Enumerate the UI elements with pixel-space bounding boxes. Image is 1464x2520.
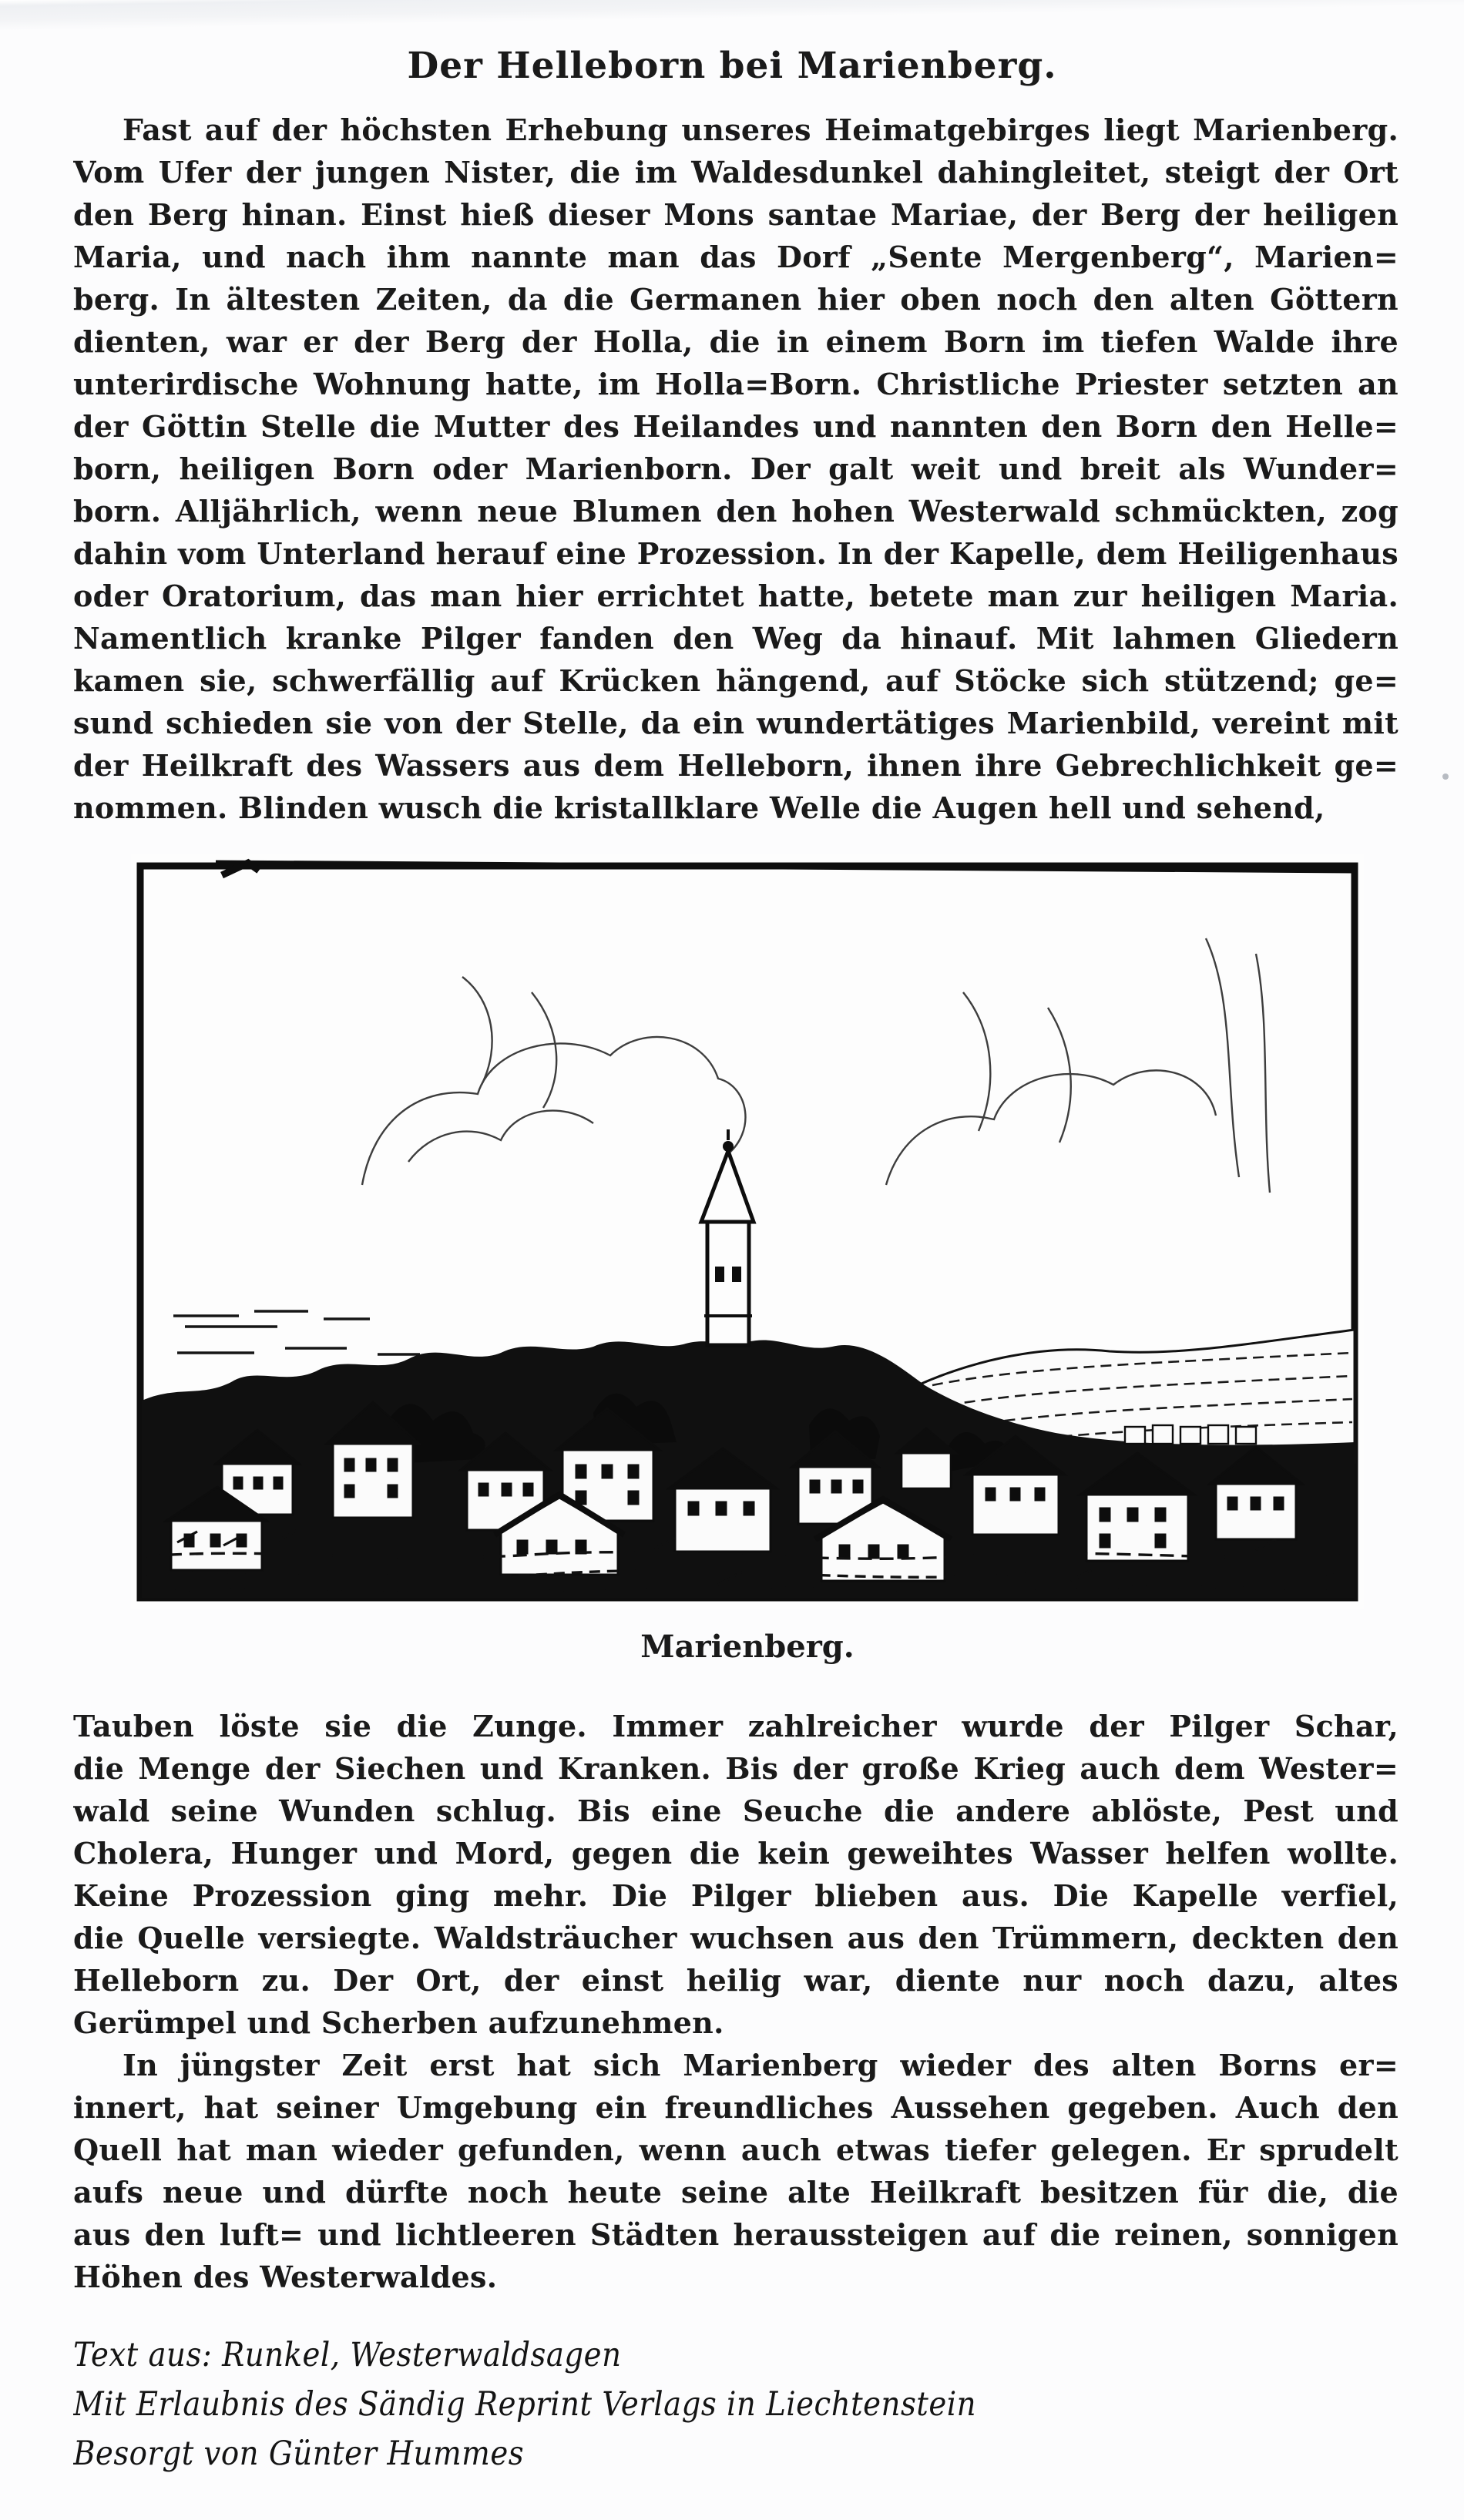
text-line: born. Alljährlich, wenn neue Blumen den hohen Westerwald schmückten, zog xyxy=(73,494,1399,528)
page-title: Der Helleborn bei Marienberg. xyxy=(407,45,1057,87)
text-line: Cholera, Hunger und Mord, gegen die kein geweihtes Wasser helfen wollte. xyxy=(73,1836,1399,1871)
illustration-figure xyxy=(131,854,1364,1665)
paragraph-2 xyxy=(73,1705,1399,2044)
text-line: dienten, war er der Berg der Holla, die in einem Born im tiefen Walde ihre xyxy=(73,324,1399,359)
scan-artifact-top-band xyxy=(0,0,1464,31)
text-line: Maria, und nach ihm nannte man das Dorf „Sente Mergenberg“, Marien= xyxy=(73,240,1399,274)
text-line: Namentlich kranke Pilger fanden den Weg da hinauf. Mit lahmen Gliedern xyxy=(73,621,1399,656)
source-credits xyxy=(73,2330,1464,2478)
text-line: Helleborn zu. Der Ort, der einst heilig war, diente nur noch dazu, altes xyxy=(73,1963,1399,1998)
text-line: Mit Erlaubnis des Sändig Reprint Verlags in Liechtenstein xyxy=(73,2385,977,2424)
text-line: dahin vom Unterland herauf eine Prozession. In der Kapelle, dem Heiligenhaus xyxy=(73,536,1399,571)
text-line: aus den luft= und lichtleeren Städten heraussteigen auf die reinen, sonnigen xyxy=(73,2217,1399,2252)
paragraph-3 xyxy=(73,2044,1399,2298)
text-line: unterirdische Wohnung hatte, im Holla=Born. Christliche Priester setzten an xyxy=(73,367,1399,401)
text-line: Höhen des Westerwaldes. xyxy=(73,2260,498,2294)
text-line: berg. In ältesten Zeiten, da die Germanen hier oben noch den alten Göttern xyxy=(73,282,1399,317)
marienberg-woodcut-illustration xyxy=(131,854,1364,1609)
text-line: Gerümpel und Scherben aufzunehmen. xyxy=(73,2005,724,2040)
text-line: In jüngster Zeit erst hat sich Marienberg wieder des alten Borns er= xyxy=(123,2048,1399,2082)
text-line: Quell hat man wieder gefunden, wenn auch etwas tiefer gelegen. Er sprudelt xyxy=(73,2132,1399,2167)
text-line: die Quelle versiegte. Waldsträucher wuchsen aus den Trümmern, deckten den xyxy=(73,1921,1399,1955)
illustration-caption: Marienberg. xyxy=(640,1629,855,1665)
text-line: aufs neue und dürfte noch heute seine alte Heilkraft besitzen für die, die xyxy=(73,2175,1399,2210)
text-line: Keine Prozession ging mehr. Die Pilger blieben aus. Die Kapelle verfiel, xyxy=(73,1878,1399,1913)
text-line: nommen. Blinden wusch die kristallklare Welle die Augen hell und sehend, xyxy=(73,790,1325,825)
text-line: oder Oratorium, das man hier errichtet hatte, betete man zur heiligen Maria. xyxy=(73,579,1399,613)
text-line: der Heilkraft des Wassers aus dem Helleborn, ihnen ihre Gebrechlichkeit ge= xyxy=(73,748,1399,783)
paragraph-1 xyxy=(73,109,1399,829)
text-line: sund schieden sie von der Stelle, da ein wundertätiges Marienbild, vereint mit xyxy=(73,706,1399,740)
text-line: born, heiligen Born oder Marienborn. Der galt weit und breit als Wunder= xyxy=(73,451,1399,486)
text-line: Tauben löste sie die Zunge. Immer zahlreicher wurde der Pilger Schar, xyxy=(73,1709,1399,1743)
text-line: der Göttin Stelle die Mutter des Heilandes und nannten den Born den Helle= xyxy=(73,409,1399,444)
text-line: wald seine Wunden schlug. Bis eine Seuche die andere ablöste, Pest und xyxy=(73,1794,1399,1828)
text-line: den Berg hinan. Einst hieß dieser Mons santae Mariae, der Berg der heiligen xyxy=(73,197,1399,232)
text-line: kamen sie, schwerfällig auf Krücken hängend, auf Stöcke sich stützend; ge= xyxy=(73,663,1399,698)
text-line: Fast auf der höchsten Erhebung unseres Heimatgebirges liegt Marienberg. xyxy=(123,112,1399,147)
text-line: Vom Ufer der jungen Nister, die im Waldesdunkel dahingleitet, steigt der Ort xyxy=(73,155,1399,190)
text-line: innert, hat seiner Umgebung ein freundliches Aussehen gegeben. Auch den xyxy=(73,2090,1399,2125)
text-line: die Menge der Siechen und Kranken. Bis der große Krieg auch dem Wester= xyxy=(73,1751,1399,1786)
text-line: Text aus: Runkel, Westerwaldsagen xyxy=(73,2336,622,2374)
text-line: Besorgt von Günter Hummes xyxy=(73,2434,525,2473)
scan-artifact-smudge xyxy=(1442,773,1449,780)
